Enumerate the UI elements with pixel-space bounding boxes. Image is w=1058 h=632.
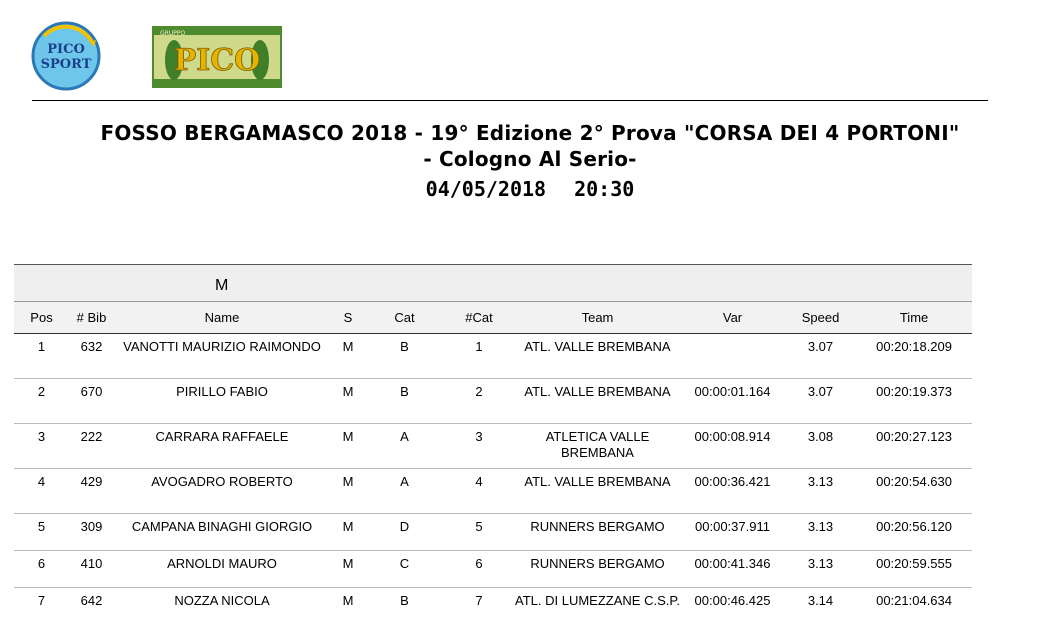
cell-sex: M bbox=[330, 334, 366, 379]
cell-bib: 670 bbox=[69, 379, 114, 424]
cell-cat-rank: 2 bbox=[443, 379, 515, 424]
cell-cat: B bbox=[366, 334, 443, 379]
cell-pos: 3 bbox=[14, 424, 69, 469]
cell-speed: 3.07 bbox=[785, 379, 856, 424]
race-datetime bbox=[100, 176, 960, 202]
cell-team: RUNNERS BERGAMO bbox=[515, 551, 680, 588]
results-table bbox=[14, 264, 972, 632]
cell-name: CAMPANA BINAGHI GIORGIO bbox=[114, 514, 330, 551]
cell-cat-rank: 3 bbox=[443, 424, 515, 469]
cell-team: ATLETICA VALLE BREMBANA bbox=[515, 424, 680, 469]
table-row bbox=[14, 469, 972, 514]
cell-cat-rank: 7 bbox=[443, 588, 515, 632]
cell-time: 00:20:56.120 bbox=[856, 514, 972, 551]
cell-pos: 2 bbox=[14, 379, 69, 424]
col-sex: S bbox=[330, 302, 366, 334]
cell-sex: M bbox=[330, 469, 366, 514]
cell-bib: 309 bbox=[69, 514, 114, 551]
col-var: Var bbox=[680, 302, 785, 334]
cell-bib: 410 bbox=[69, 551, 114, 588]
cell-bib: 222 bbox=[69, 424, 114, 469]
cell-pos: 1 bbox=[14, 334, 69, 379]
cell-sex: M bbox=[330, 379, 366, 424]
table-row bbox=[14, 588, 972, 632]
cell-cat: C bbox=[366, 551, 443, 588]
table-row bbox=[14, 424, 972, 469]
cell-var: 00:00:08.914 bbox=[680, 424, 785, 469]
logo-text-line-2: SPORT bbox=[41, 57, 92, 72]
col-speed: Speed bbox=[785, 302, 856, 334]
cell-name: PIRILLO FABIO bbox=[114, 379, 330, 424]
cell-bib: 632 bbox=[69, 334, 114, 379]
cell-time: 00:20:59.555 bbox=[856, 551, 972, 588]
cell-time: 00:20:54.630 bbox=[856, 469, 972, 514]
cell-var bbox=[680, 334, 785, 379]
cell-team: ATL. DI LUMEZZANE C.S.P. bbox=[515, 588, 680, 632]
logo-main-text: PICO bbox=[174, 43, 261, 78]
group-label: M bbox=[215, 277, 228, 294]
cell-cat: A bbox=[366, 469, 443, 514]
col-time: Time bbox=[856, 302, 972, 334]
cell-cat-rank: 4 bbox=[443, 469, 515, 514]
cell-cat: D bbox=[366, 514, 443, 551]
cell-sex: M bbox=[330, 551, 366, 588]
col-bib: # Bib bbox=[69, 302, 114, 334]
race-title: FOSSO BERGAMASCO 2018 - 19° Edizione 2° Prova "CORSA DEI 4 PORTONI" - Cologno Al Serio- bbox=[100, 120, 960, 172]
cell-time: 00:20:27.123 bbox=[856, 424, 972, 469]
cell-team: ATL. VALLE BREMBANA bbox=[515, 379, 680, 424]
cell-name: AVOGADRO ROBERTO bbox=[114, 469, 330, 514]
cell-pos: 6 bbox=[14, 551, 69, 588]
cell-team: ATL. VALLE BREMBANA bbox=[515, 334, 680, 379]
table-row bbox=[14, 379, 972, 424]
col-cat-rank: #Cat bbox=[443, 302, 515, 334]
cell-name: NOZZA NICOLA bbox=[114, 588, 330, 632]
cell-time: 00:21:04.634 bbox=[856, 588, 972, 632]
cell-cat-rank: 5 bbox=[443, 514, 515, 551]
table-row bbox=[14, 551, 972, 588]
cell-cat-rank: 6 bbox=[443, 551, 515, 588]
cell-speed: 3.07 bbox=[785, 334, 856, 379]
cell-sex: M bbox=[330, 514, 366, 551]
cell-var: 00:00:01.164 bbox=[680, 379, 785, 424]
cell-sex: M bbox=[330, 424, 366, 469]
cell-pos: 4 bbox=[14, 469, 69, 514]
cell-bib: 642 bbox=[69, 588, 114, 632]
cell-bib: 429 bbox=[69, 469, 114, 514]
table-row bbox=[14, 334, 972, 379]
cell-speed: 3.13 bbox=[785, 514, 856, 551]
group-header-row bbox=[14, 265, 972, 302]
cell-var: 00:00:46.425 bbox=[680, 588, 785, 632]
col-team: Team bbox=[515, 302, 680, 334]
race-date: 04/05/2018 bbox=[426, 177, 546, 201]
cell-sex: M bbox=[330, 588, 366, 632]
logo-text-line-1: PICO bbox=[47, 42, 85, 57]
cell-speed: 3.13 bbox=[785, 551, 856, 588]
cell-time: 00:20:19.373 bbox=[856, 379, 972, 424]
cell-name: CARRARA RAFFAELE bbox=[114, 424, 330, 469]
cell-speed: 3.13 bbox=[785, 469, 856, 514]
cell-var: 00:00:37.911 bbox=[680, 514, 785, 551]
cell-cat: B bbox=[366, 588, 443, 632]
cell-cat: B bbox=[366, 379, 443, 424]
header-divider bbox=[32, 100, 988, 101]
pico-sport-logo bbox=[30, 20, 102, 92]
col-pos: Pos bbox=[14, 302, 69, 334]
race-time: 20:30 bbox=[574, 177, 634, 201]
cell-team: ATL. VALLE BREMBANA bbox=[515, 469, 680, 514]
cell-pos: 7 bbox=[14, 588, 69, 632]
cell-cat: A bbox=[366, 424, 443, 469]
cell-speed: 3.14 bbox=[785, 588, 856, 632]
cell-time: 00:20:18.209 bbox=[856, 334, 972, 379]
cell-var: 00:00:41.346 bbox=[680, 551, 785, 588]
cell-var: 00:00:36.421 bbox=[680, 469, 785, 514]
cell-cat-rank: 1 bbox=[443, 334, 515, 379]
cell-speed: 3.08 bbox=[785, 424, 856, 469]
logo-small-text: GRUPPO bbox=[160, 30, 185, 37]
cell-pos: 5 bbox=[14, 514, 69, 551]
cell-team: RUNNERS BERGAMO bbox=[515, 514, 680, 551]
cell-name: VANOTTI MAURIZIO RAIMONDO bbox=[114, 334, 330, 379]
cell-name: ARNOLDI MAURO bbox=[114, 551, 330, 588]
col-cat: Cat bbox=[366, 302, 443, 334]
col-name: Name bbox=[114, 302, 330, 334]
gruppo-pico-logo bbox=[152, 26, 282, 88]
table-row bbox=[14, 514, 972, 551]
column-header-row bbox=[14, 302, 972, 334]
